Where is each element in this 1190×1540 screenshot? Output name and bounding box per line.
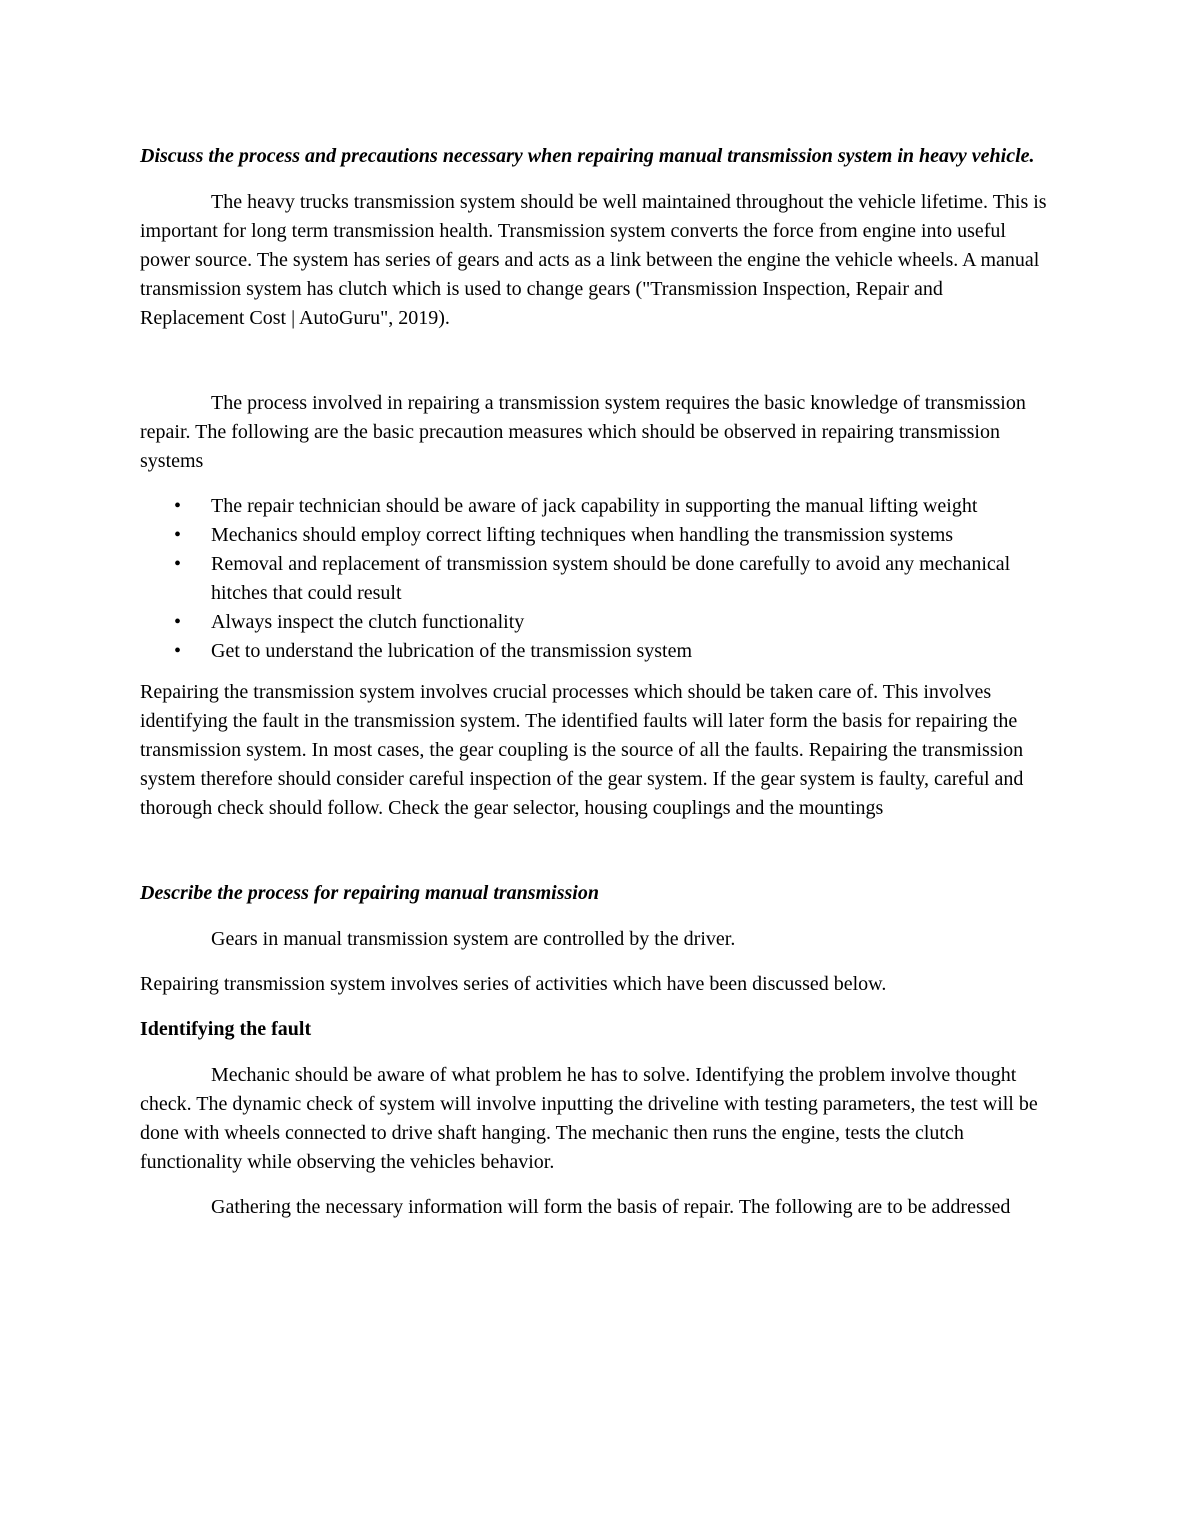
list-item-lubrication: • Get to understand the lubrication of the transmission system	[211, 637, 1048, 666]
section-heading-repair-manual-transmission: Describe the process for repairing manual transmission	[140, 882, 599, 904]
essay-question-heading: Discuss the process and precautions necessary when repairing manual transmission system in heavy vehicle.	[140, 145, 1035, 167]
precaution-list	[140, 492, 1048, 666]
paragraph-repair-crucial-processes: Repairing the transmission system involves crucial processes which should be taken care of. This involves identifying the fault in the transmission system. The identified faults will later form the basis for repairing the transmission system. In most cases, the gear coupling is the source of all the faults. Repairing the transmission system therefore should consider careful inspection of the gear system. If the gear system is faulty, careful and thorough check should follow. Check the gear selector, housing couplings and the mountings	[140, 681, 1024, 819]
list-item-removal-replacement: • Removal and replacement of transmission system should be done carefully to avoid any mechanical hitches that could result	[211, 550, 1048, 608]
list-item-lifting-techniques: • Mechanics should employ correct lifting techniques when handling the transmission systems	[211, 521, 1048, 550]
paragraph-mechanic-problem: Mechanic should be aware of what problem he has to solve. Identifying the problem involve thought check. The dynamic check of system will involve inputting the driveline with testing parameters, the test will be done with wheels connected to drive shaft hanging. The mechanic then runs the engine, tests the clutch functionality while observing the vehicles behavior.	[140, 1064, 1038, 1173]
subheading-identifying-the-fault: Identifying the fault	[140, 1018, 312, 1040]
list-item-jack-capability: • The repair technician should be aware of jack capability in supporting the manual lifting weight	[211, 492, 1048, 521]
paragraph-transmission-intro: The heavy trucks transmission system should be well maintained throughout the vehicle lifetime. This is important for long term transmission health. Transmission system converts the force from engine into useful power source. The system has series of gears and acts as a link between the engine the vehicle wheels. A manual transmission system has clutch which is used to change gears ("Transmission Inspection, Repair and Replacement Cost | AutoGuru", 2019).	[140, 191, 1047, 329]
paragraph-gathering-information: Gathering the necessary information will form the basis of repair. The following are to be addressed	[211, 1196, 1011, 1218]
paragraph-repair-process-intro: The process involved in repairing a transmission system requires the basic knowledge of transmission repair. The following are the basic precaution measures which should be observed in repairing transmission systems	[140, 392, 1026, 472]
paragraph-series-of-activities: Repairing transmission system involves series of activities which have been discussed below.	[140, 973, 887, 995]
list-item-clutch-inspection: • Always inspect the clutch functionality	[211, 608, 1048, 637]
paragraph-gears-driver: Gears in manual transmission system are controlled by the driver.	[211, 928, 736, 950]
